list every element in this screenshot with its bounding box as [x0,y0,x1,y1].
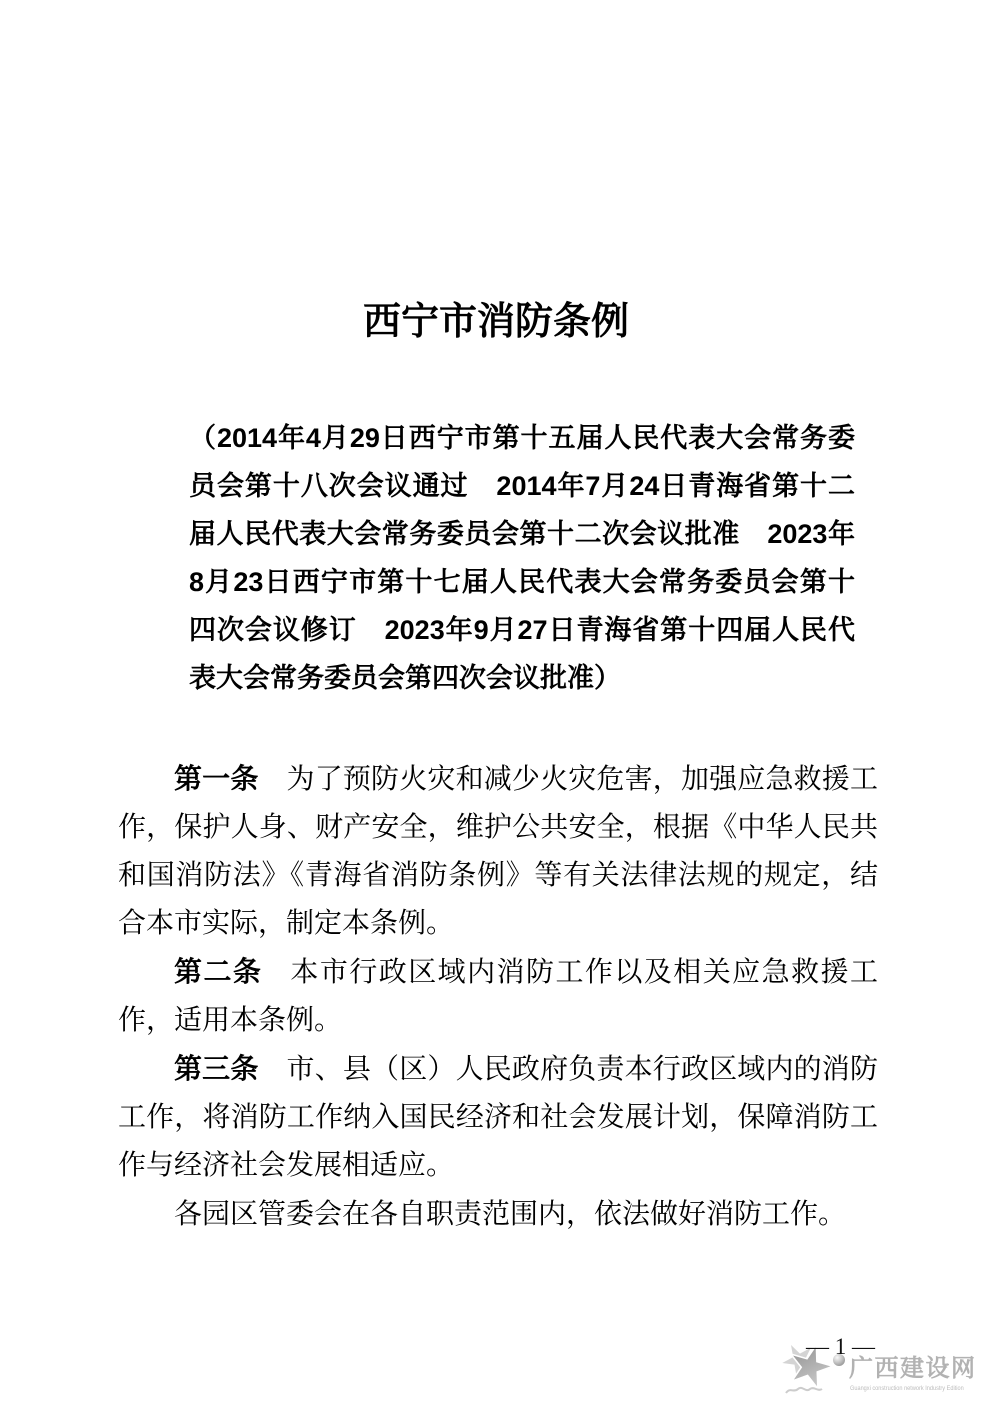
article-text: 本市行政区域内消防工作以及相关应急救援工作，适用本条例。 [118,957,878,1036]
document-title: 西宁市消防条例 [362,301,629,343]
article-paragraph [118,1045,878,1190]
articles-section [118,755,878,1239]
article-text: 各园区管委会在各自职责范围内，依法做好消防工作。 [174,1199,847,1230]
article-paragraph [118,948,878,1045]
logo-script-squiggle [786,1388,822,1393]
article-paragraph [118,755,878,948]
article-text: 市、县（区）人民政府负责本行政区域内的消防工作，将消防工作纳入国民经济和社会发展计划，保障消防工作与经济社会发展相适应。 [118,1054,878,1181]
article-label: 第二条 [174,956,263,987]
article-label: 第三条 [174,1053,259,1084]
article-label: 第一条 [174,763,259,794]
watermark-en-text: Guangxi construction network Industry Edition [850,1385,964,1392]
watermark-cn-text: 广西建设网 [849,1356,977,1382]
article-text: 为了预防火灾和减少火灾危害，加强应急救援工作，保护人身、财产安全，维护公共安全，根据《中华人民共和国消防法》《青海省消防条例》等有关法律法规的规定，结合本市实际，制定本条例。 [118,764,878,939]
enactment-note: （2014年4月29日西宁市第十五届人民代表大会常务委员会第十八次会议通过 2014年7月24日青海省第十二届人民代表大会常务委员会第十二次会议批准 2023年8月23日西宁市第十七届人民代表大会常务委员会第十四次会议修订 2023年9月27日青海省第十四届人民代表大会常务委员会第四次会议批准） [189,423,855,693]
article-paragraph [118,1190,878,1239]
page-number: — 1 — [806,1334,875,1359]
